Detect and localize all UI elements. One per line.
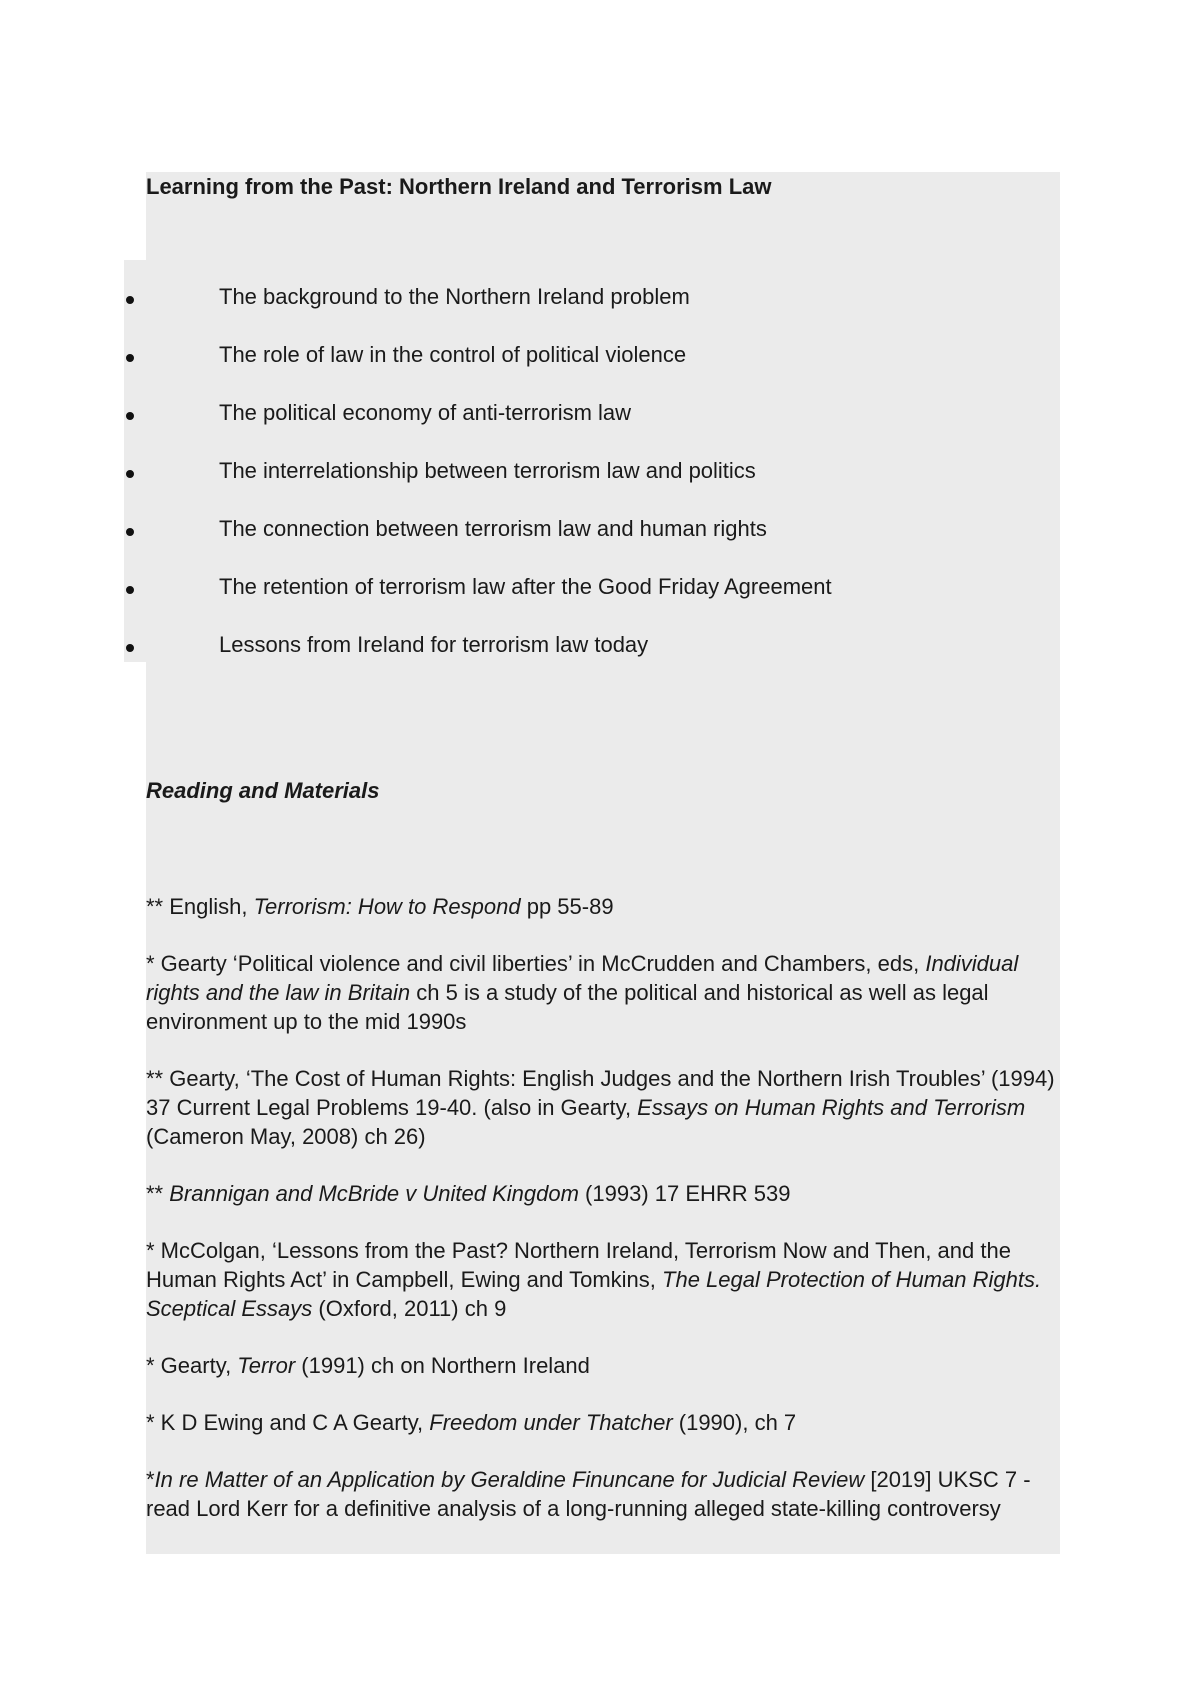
bullet-icon [126,528,134,536]
topic-text: The connection between terrorism law and human rights [219,516,767,541]
reference-entry: ** Gearty, ‘The Cost of Human Rights: English Judges and the Northern Irish Troubles’ (1994) 37 Current Legal Problems 19-40. (also in Gearty, Essays on Human Rights and Terrorism (Cameron May, 2008) ch 26) [146,1066,1055,1149]
shaded-bullet-column [124,260,154,662]
bullet-icon [126,296,134,304]
bullet-icon [126,354,134,362]
reference-entry: ** Brannigan and McBride v United Kingdom (1993) 17 EHRR 539 [146,1181,791,1206]
bullet-icon [126,470,134,478]
topic-text: The political economy of anti-terrorism law [219,400,632,425]
reference-entry: * Gearty, Terror (1991) ch on Northern Ireland [146,1353,590,1378]
bullet-icon [126,644,134,652]
topic-text: The interrelationship between terrorism law and politics [219,458,756,483]
reference-entry: ** English, Terrorism: How to Respond pp 55-89 [146,894,614,919]
reference-entry: * Gearty ‘Political violence and civil liberties’ in McCrudden and Chambers, eds, Individual rights and the law in Britain ch 5 is a study of the political and historical as well as legal environment up to the mid 1990s [146,951,1019,1034]
reference-entry: * McColgan, ‘Lessons from the Past? Northern Ireland, Terrorism Now and Then, and the Human Rights Act’ in Campbell, Ewing and Tomkins, The Legal Protection of Human Rights. Sceptical Essays (Oxford, 2011) ch 9 [146,1238,1042,1321]
topic-text: The retention of terrorism law after the Good Friday Agreement [219,574,832,599]
reading-heading: Reading and Materials [146,778,380,803]
document-title: Learning from the Past: Northern Ireland and Terrorism Law [146,174,772,199]
bullet-icon [126,412,134,420]
topic-text: Lessons from Ireland for terrorism law today [219,632,649,657]
topic-text: The background to the Northern Ireland problem [219,284,690,309]
bullet-icon [126,586,134,594]
reference-entry: *In re Matter of an Application by Geraldine Finuncane for Judicial Review [2019] UKSC 7 - read Lord Kerr for a definitive analysis of a long-running alleged state-killing controversy [146,1467,1031,1521]
reference-entry: * K D Ewing and C A Gearty, Freedom under Thatcher (1990), ch 7 [146,1410,797,1435]
reading-list [146,892,1056,1551]
topic-text: The role of law in the control of political violence [219,342,687,367]
